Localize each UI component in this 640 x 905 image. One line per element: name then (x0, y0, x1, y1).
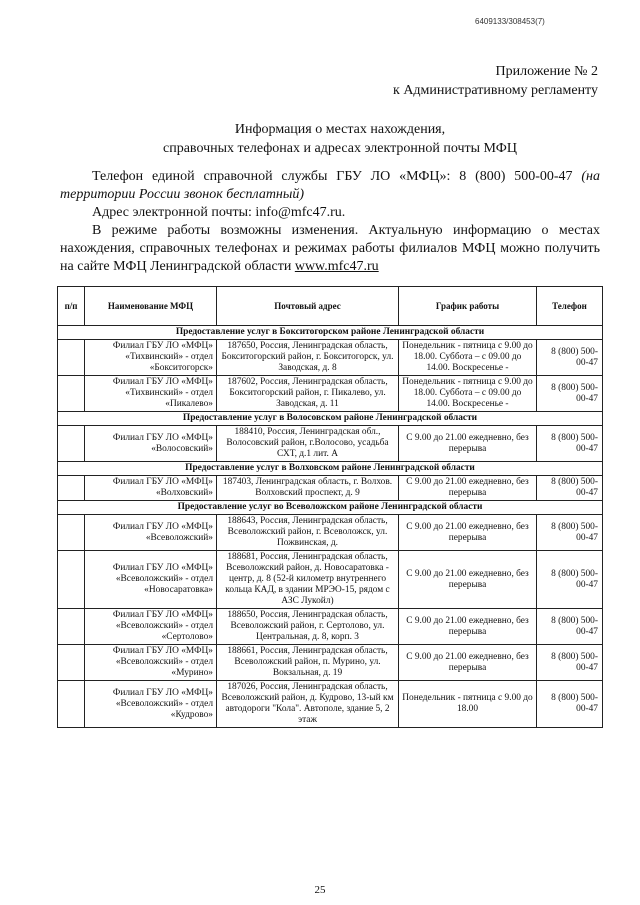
cell-name: Филиал ГБУ ЛО «МФЦ» «Всеволожский» - отдел «Мурино» (85, 645, 217, 681)
cell-name: Филиал ГБУ ЛО «МФЦ» «Волосовский» (85, 426, 217, 462)
cell-name: Филиал ГБУ ЛО «МФЦ» «Тихвинский» - отдел «Пикалево» (85, 376, 217, 412)
cell-num (58, 645, 85, 681)
cell-schedule: Понедельник - пятница с 9.00 до 18.00. Суббота – с 09.00 до 14.00. Воскресенье - (399, 340, 537, 376)
title-line2: справочных телефонах и адресах электронной почты МФЦ (163, 141, 517, 156)
cell-phone: 8 (800) 500-00-47 (537, 340, 603, 376)
cell-phone: 8 (800) 500-00-47 (537, 645, 603, 681)
table-row (58, 376, 603, 412)
cell-address: 187026, Россия, Ленинградская область, Всеволожский район, д. Кудрово, 13-ый км автодороги "Кола". Автополе, здание 5, 2 этаж (217, 681, 399, 728)
cell-phone: 8 (800) 500-00-47 (537, 681, 603, 728)
phone-paragraph (60, 168, 600, 204)
header-schedule: График работы (399, 287, 537, 326)
phone-note: (на территории России звонок бесплатный) (60, 169, 600, 202)
cell-schedule: С 9.00 до 21.00 ежедневно, без перерыва (399, 609, 537, 645)
table-row (58, 609, 603, 645)
cell-address: 187602, Россия, Ленинградская область, Бокситогорский район, г. Пикалево, ул. Заводская, д. 11 (217, 376, 399, 412)
cell-address: 188661, Россия, Ленинградская область, Всеволожский район, п. Мурино, ул. Вокзальная, д. 19 (217, 645, 399, 681)
cell-schedule: С 9.00 до 21.00 ежедневно, без перерыва (399, 426, 537, 462)
cell-name: Филиал ГБУ ЛО «МФЦ» «Всеволожский» - отдел «Кудрово» (85, 681, 217, 728)
cell-address: 188650, Россия, Ленинградская область, Всеволожский район, г. Сертолово, ул. Центральная, д. 8, корп. 3 (217, 609, 399, 645)
cell-num (58, 515, 85, 551)
site-link[interactable]: www.mfc47.ru (294, 259, 379, 274)
intro-block (60, 168, 600, 276)
section-title: Предоставление услуг в Волосовском районе Ленинградской области (58, 412, 603, 426)
cell-phone: 8 (800) 500-00-47 (537, 515, 603, 551)
table-row (58, 515, 603, 551)
cell-phone: 8 (800) 500-00-47 (537, 426, 603, 462)
cell-num (58, 551, 85, 609)
email-paragraph: Адрес электронной почты: info@mfc47.ru. (92, 205, 346, 220)
cell-phone: 8 (800) 500-00-47 (537, 376, 603, 412)
table-row (58, 426, 603, 462)
section-row (58, 326, 603, 340)
section-row (58, 462, 603, 476)
mode-text: В режиме работы возможны изменения. Актуальную информацию о местах нахождения, справочных телефонах и режимах работы филиалов МФЦ можно получить на сайте МФЦ Ленинградской области (60, 223, 600, 274)
appendix-line2: к Административному регламенту (393, 83, 598, 98)
cell-address: 188643, Россия, Ленинградская область, Всеволожский район, г. Всеволожск, ул. Пожвинская, д. (217, 515, 399, 551)
cell-address: 188410, Россия, Ленинградская обл., Волосовский район, г.Волосово, усадьба СХТ, д.1 лит. А (217, 426, 399, 462)
cell-name: Филиал ГБУ ЛО «МФЦ» «Всеволожский» - отдел «Новосаратовка» (85, 551, 217, 609)
section-row (58, 412, 603, 426)
cell-schedule: С 9.00 до 21.00 ежедневно, без перерыва (399, 551, 537, 609)
cell-num (58, 681, 85, 728)
cell-phone: 8 (800) 500-00-47 (537, 476, 603, 501)
mode-paragraph (60, 222, 600, 276)
cell-num (58, 340, 85, 376)
table-row (58, 551, 603, 609)
section-title: Предоставление услуг в Волховском районе Ленинградской области (58, 462, 603, 476)
cell-schedule: С 9.00 до 21.00 ежедневно, без перерыва (399, 476, 537, 501)
section-title: Предоставление услуг во Всеволожском районе Ленинградской области (58, 501, 603, 515)
cell-num (58, 426, 85, 462)
page-number: 25 (314, 884, 326, 896)
header-address: Почтовый адрес (217, 287, 399, 326)
cell-num (58, 476, 85, 501)
cell-address: 187650, Россия, Ленинградская область, Бокситогорский район, г. Бокситогорск, ул. Заводская, д. 8 (217, 340, 399, 376)
cell-phone: 8 (800) 500-00-47 (537, 551, 603, 609)
appendix-line1: Приложение № 2 (495, 64, 598, 79)
table-row (58, 645, 603, 681)
section-row (58, 501, 603, 515)
cell-schedule: Понедельник - пятница с 9.00 до 18.00. Суббота – с 09.00 до 14.00. Воскресенье - (399, 376, 537, 412)
table-header-row (58, 287, 603, 326)
appendix-header (393, 62, 598, 100)
header-name: Наименование МФЦ (85, 287, 217, 326)
table-row (58, 681, 603, 728)
cell-num (58, 376, 85, 412)
document-number: 6409133/308453(7) (475, 17, 545, 26)
table-row (58, 340, 603, 376)
table-row (58, 476, 603, 501)
cell-address: 187403, Ленинградская область, г. Волхов. Волховский проспект, д. 9 (217, 476, 399, 501)
cell-name: Филиал ГБУ ЛО «МФЦ» «Всеволожский» (85, 515, 217, 551)
cell-schedule: С 9.00 до 21.00 ежедневно, без перерыва (399, 515, 537, 551)
section-title: Предоставление услуг в Бокситогорском районе Ленинградской области (58, 326, 603, 340)
header-phone: Телефон (537, 287, 603, 326)
phone-text: Телефон единой справочной службы ГБУ ЛО «МФЦ»: 8 (800) 500-00-47 (92, 169, 582, 184)
cell-schedule: С 9.00 до 21.00 ежедневно, без перерыва (399, 645, 537, 681)
header-num: п/п (58, 287, 85, 326)
cell-phone: 8 (800) 500-00-47 (537, 609, 603, 645)
table-body (58, 326, 603, 728)
cell-address: 188681, Россия, Ленинградская область, Всеволожский район, д. Новосаратовка - центр, д. 8 (52-й километр внутреннего кольца КАД, в здании МРЭО-15, рядом с АЗС Лукойл) (217, 551, 399, 609)
mfc-table (57, 286, 603, 728)
cell-name: Филиал ГБУ ЛО «МФЦ» «Волховский» (85, 476, 217, 501)
title-line1: Информация о местах нахождения, (234, 122, 446, 137)
cell-name: Филиал ГБУ ЛО «МФЦ» «Всеволожский» - отдел «Сертолово» (85, 609, 217, 645)
page-title (60, 120, 620, 158)
cell-name: Филиал ГБУ ЛО «МФЦ» «Тихвинский» - отдел «Бокситогорск» (85, 340, 217, 376)
cell-num (58, 609, 85, 645)
cell-schedule: Понедельник - пятница с 9.00 до 18.00 (399, 681, 537, 728)
